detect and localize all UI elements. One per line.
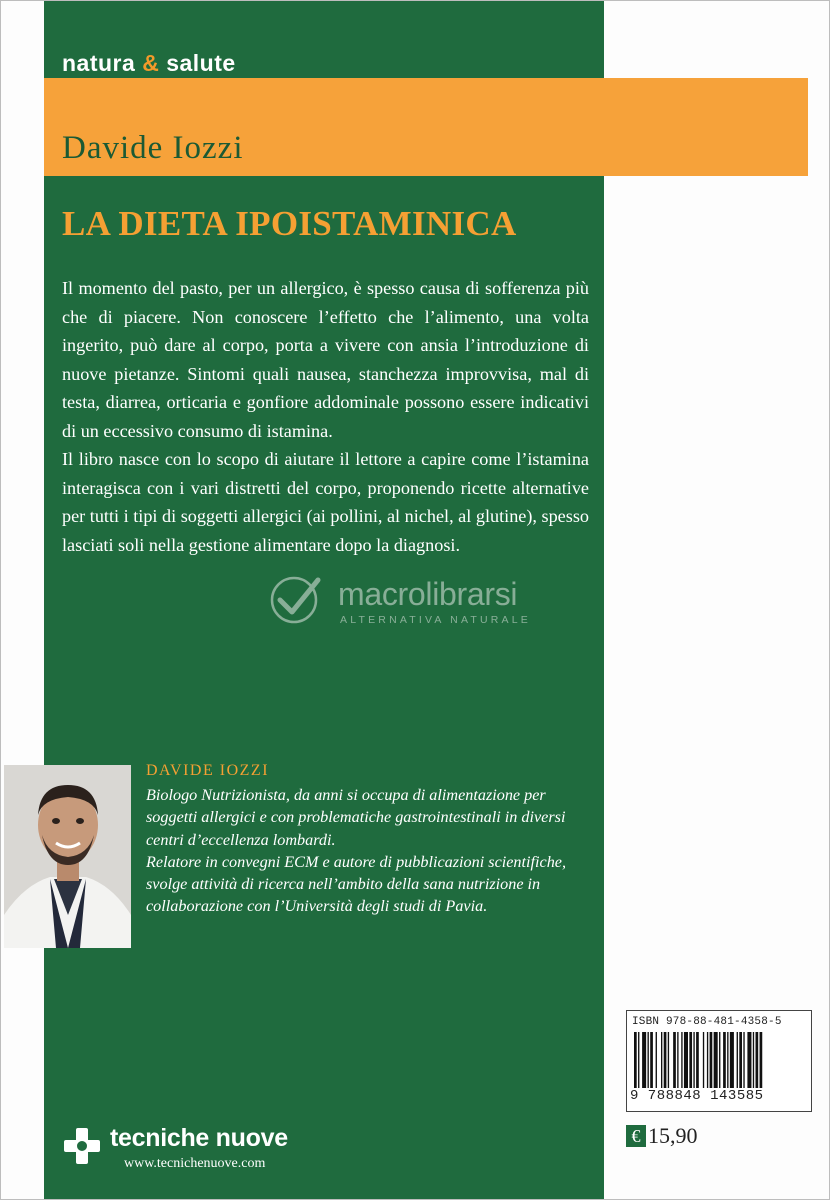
barcode-bar bbox=[696, 1032, 699, 1088]
bio-paragraph-1: Biologo Nutrizionista, da anni si occupa di alimentazione per soggetti allergici e con problematiche gastrointestinali in diversi centri d’eccellenza lombardi. bbox=[146, 786, 566, 849]
barcode-bar bbox=[681, 1032, 682, 1088]
barcode-bar bbox=[634, 1032, 637, 1088]
barcode-bar bbox=[714, 1032, 718, 1088]
barcode-bar bbox=[756, 1032, 759, 1088]
price-value: 15,90 bbox=[648, 1123, 698, 1148]
barcode-bar bbox=[727, 1032, 728, 1088]
series-name bbox=[62, 50, 236, 77]
publisher-logo-icon bbox=[64, 1128, 100, 1164]
barcode-bar bbox=[747, 1032, 751, 1088]
barcode-bars bbox=[632, 1032, 804, 1090]
barcode-bar bbox=[656, 1032, 657, 1088]
book-title: LA DIETA IPOISTAMINICA bbox=[62, 204, 517, 243]
author-bio bbox=[146, 784, 596, 918]
bio-paragraph-2: Relatore in convegni ECM e autore di pubblicazioni scientifiche, svolge attività di ricerca nell’ambito della sana nutrizione in collaborazione con l’Università degli studi di Pavia. bbox=[146, 852, 567, 916]
isbn-label: ISBN 978-88-481-4358-5 bbox=[632, 1016, 782, 1028]
euro-symbol: € bbox=[626, 1125, 646, 1147]
barcode-bar bbox=[707, 1032, 708, 1088]
barcode-bar bbox=[737, 1032, 738, 1088]
barcode-bar bbox=[689, 1032, 692, 1088]
description-paragraph-1: Il momento del pasto, per un allergico, è spesso causa di sofferenza più che di piacere. Non conoscere l’effetto che l’alimento, una volta ingerito, può dare al corpo, porta a vivere con ansia l’introduzione di nuove pietanze. Sintomi quali nausea, stanchezza improvvisa, mal di testa, diarrea, orticaria e gonfiore addominale possono essere indicativi di un eccessivo consumo di istamina. bbox=[62, 278, 589, 441]
barcode-bar bbox=[719, 1032, 720, 1088]
barcode-bar bbox=[703, 1032, 704, 1088]
barcode-bar bbox=[664, 1032, 667, 1088]
watermark-tagline: ALTERNATIVA NATURALE bbox=[340, 614, 531, 626]
series-suffix: salute bbox=[166, 50, 236, 76]
publisher-name: tecniche nuove bbox=[110, 1124, 288, 1152]
checkmark-leaf-icon bbox=[268, 574, 324, 624]
barcode-bar bbox=[668, 1032, 669, 1088]
barcode-bar bbox=[673, 1032, 676, 1088]
series-prefix: natura bbox=[62, 50, 136, 76]
barcode-bar bbox=[743, 1032, 744, 1088]
barcode-bar bbox=[638, 1032, 639, 1088]
barcode-bar bbox=[650, 1032, 653, 1088]
barcode-bar bbox=[710, 1032, 713, 1088]
barcode-bar bbox=[661, 1032, 662, 1088]
barcode-bar bbox=[739, 1032, 742, 1088]
author-photo bbox=[4, 765, 131, 948]
barcode-bar bbox=[677, 1032, 678, 1088]
barcode-bar bbox=[753, 1032, 754, 1088]
watermark-name: macrolibrarsi bbox=[338, 576, 518, 612]
barcode-bar bbox=[642, 1032, 646, 1088]
barcode-bar bbox=[760, 1032, 763, 1088]
bio-author-name: DAVIDE IOZZI bbox=[146, 762, 270, 779]
publisher-url[interactable]: www.tecnichenuove.com bbox=[124, 1156, 266, 1171]
barcode-bar bbox=[684, 1032, 688, 1088]
series-ampersand: & bbox=[142, 50, 160, 76]
watermark bbox=[268, 574, 568, 630]
description-paragraph-2: Il libro nasce con lo scopo di aiutare il lettore a capire come l’istamina interagisca con i vari distretti del corpo, proponendo ricette alternative per tutti i tipi di soggetti allergici (ai pollini, al nichel, al glutine), spesso lasciati soli nella gestione alimentare dopo la diagnosi. bbox=[62, 449, 590, 555]
cover-author: Davide Iozzi bbox=[62, 130, 244, 166]
barcode-bar bbox=[723, 1032, 726, 1088]
ean-number: 9 788848 143585 bbox=[630, 1088, 764, 1104]
barcode-bar bbox=[648, 1032, 649, 1088]
book-description bbox=[62, 274, 589, 559]
barcode-bar bbox=[693, 1032, 694, 1088]
barcode-bar bbox=[730, 1032, 734, 1088]
